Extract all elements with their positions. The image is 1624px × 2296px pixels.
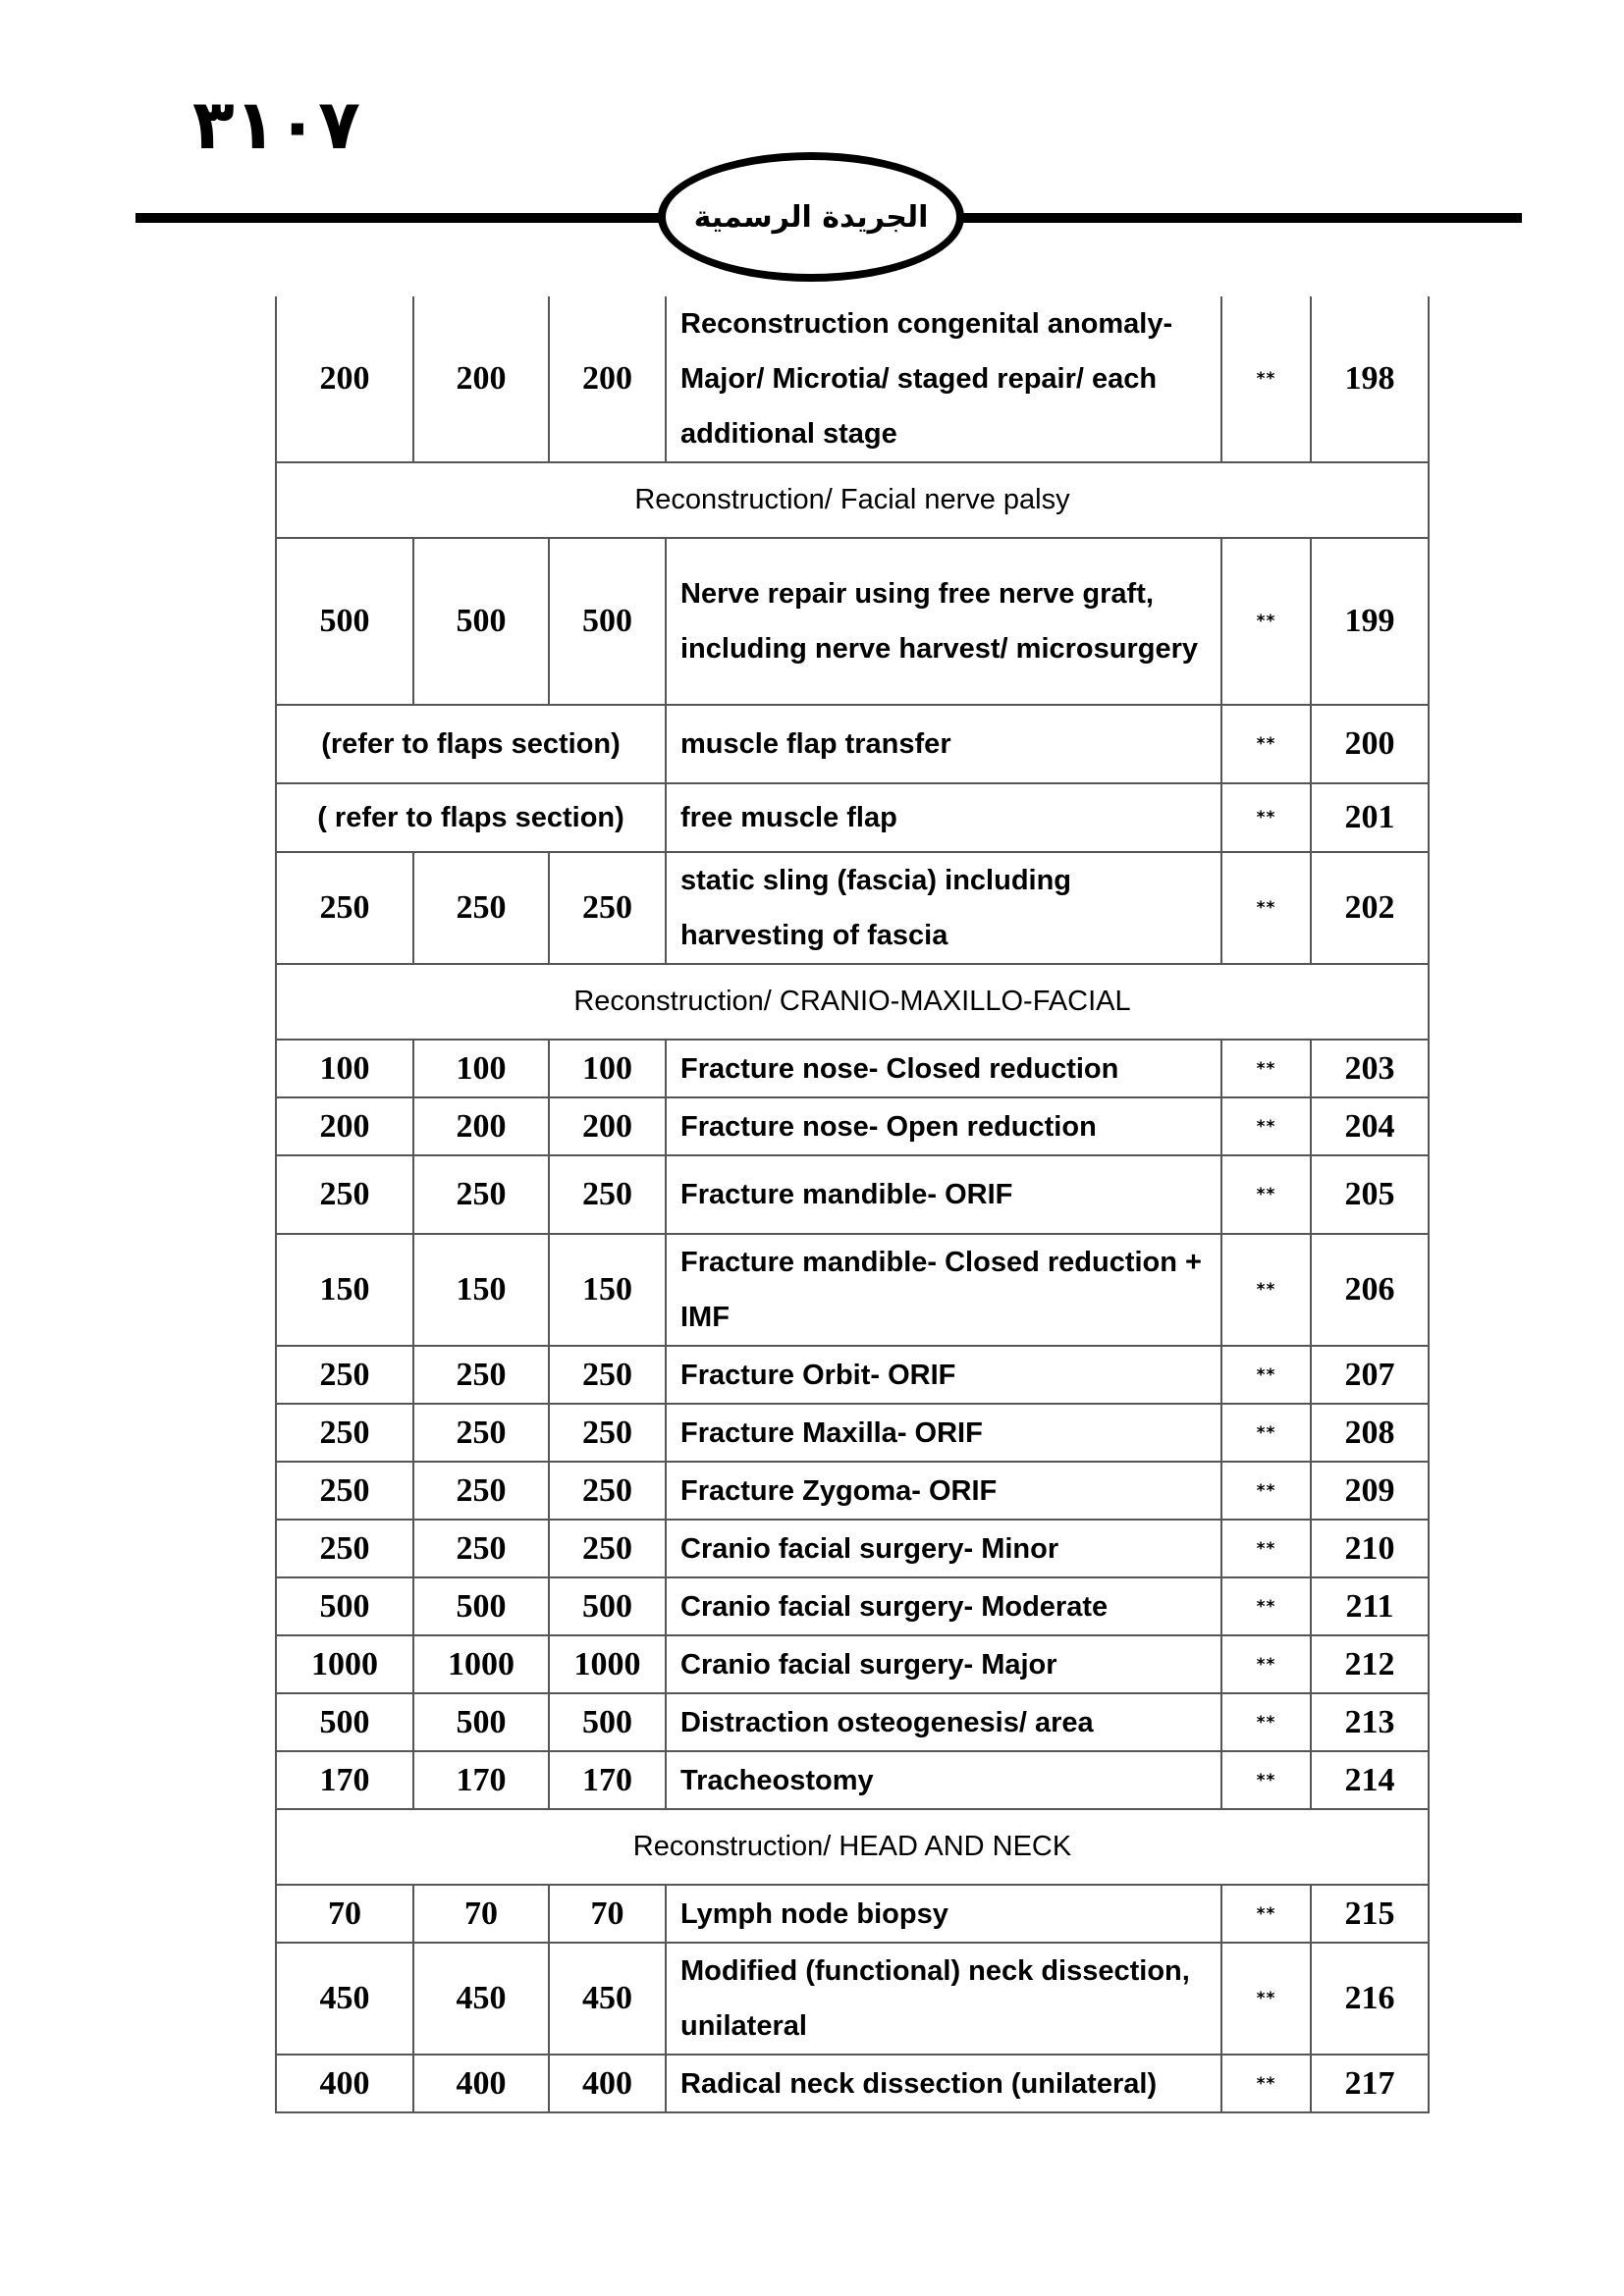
fee-cell-3: 250 xyxy=(549,1155,666,1234)
fee-cell-1: 250 xyxy=(276,1462,413,1520)
asterisk-mark: ** xyxy=(1221,1693,1311,1751)
item-number: 208 xyxy=(1311,1404,1429,1462)
fee-cell-1: 250 xyxy=(276,1155,413,1234)
asterisk-mark: ** xyxy=(1221,1462,1311,1520)
fee-cell-3: 150 xyxy=(549,1234,666,1346)
fee-cell-2: 100 xyxy=(413,1040,549,1097)
item-number: 217 xyxy=(1311,2055,1429,2112)
fee-cell-3: 250 xyxy=(549,1520,666,1577)
item-number: 212 xyxy=(1311,1635,1429,1693)
table-row xyxy=(276,1577,1429,1635)
item-number: 200 xyxy=(1311,705,1429,783)
fee-cell-2: 500 xyxy=(413,1577,549,1635)
fee-cell-2: 200 xyxy=(413,1097,549,1155)
fee-cell-1: 250 xyxy=(276,1404,413,1462)
fee-cell-3: 500 xyxy=(549,538,666,705)
fee-cell-3: 200 xyxy=(549,296,666,462)
procedure-description: Tracheostomy xyxy=(666,1751,1221,1809)
procedure-description: Nerve repair using free nerve graft, including nerve harvest/ microsurgery xyxy=(666,538,1221,705)
page-number: ٣١٠٧ xyxy=(192,84,360,165)
fee-cell-1: 150 xyxy=(276,1234,413,1346)
fee-cell-2: 500 xyxy=(413,1693,549,1751)
fee-cell-3: 400 xyxy=(549,2055,666,2112)
procedure-description: Fracture nose- Closed reduction xyxy=(666,1040,1221,1097)
asterisk-mark: ** xyxy=(1221,1404,1311,1462)
item-number: 199 xyxy=(1311,538,1429,705)
asterisk-mark: ** xyxy=(1221,783,1311,852)
fee-cell-2: 400 xyxy=(413,2055,549,2112)
fee-cell-1: 250 xyxy=(276,1346,413,1404)
table-row xyxy=(276,1462,1429,1520)
section-header-row xyxy=(276,964,1429,1040)
item-number: 215 xyxy=(1311,1885,1429,1943)
section-header-row xyxy=(276,1809,1429,1885)
fee-cell-2: 250 xyxy=(413,852,549,964)
fee-cell-2: 200 xyxy=(413,296,549,462)
asterisk-mark: ** xyxy=(1221,1234,1311,1346)
item-number: 206 xyxy=(1311,1234,1429,1346)
procedure-description: free muscle flap xyxy=(666,783,1221,852)
fee-cell-1: 70 xyxy=(276,1885,413,1943)
table-row xyxy=(276,1040,1429,1097)
table-row xyxy=(276,1635,1429,1693)
fee-cell-3: 70 xyxy=(549,1885,666,1943)
fee-cell-2: 450 xyxy=(413,1943,549,2055)
item-number: 216 xyxy=(1311,1943,1429,2055)
fee-cell-3: 250 xyxy=(549,852,666,964)
fee-cell-1: 200 xyxy=(276,1097,413,1155)
item-number: 210 xyxy=(1311,1520,1429,1577)
procedure-description: Fracture nose- Open reduction xyxy=(666,1097,1221,1155)
fee-cell-2: 500 xyxy=(413,538,549,705)
procedure-description: Modified (functional) neck dissection, unilateral xyxy=(666,1943,1221,2055)
fee-cell-1: 170 xyxy=(276,1751,413,1809)
table-row xyxy=(276,783,1429,852)
asterisk-mark: ** xyxy=(1221,1155,1311,1234)
procedure-description: Fracture mandible- Closed reduction + IMF xyxy=(666,1234,1221,1346)
fee-cell-1: 500 xyxy=(276,1693,413,1751)
asterisk-mark: ** xyxy=(1221,1635,1311,1693)
fee-cell-2: 250 xyxy=(413,1346,549,1404)
section-title: Reconstruction/ Facial nerve palsy xyxy=(276,462,1429,538)
table-row xyxy=(276,1520,1429,1577)
asterisk-mark: ** xyxy=(1221,1040,1311,1097)
item-number: 204 xyxy=(1311,1097,1429,1155)
item-number: 201 xyxy=(1311,783,1429,852)
asterisk-mark: ** xyxy=(1221,1751,1311,1809)
item-number: 213 xyxy=(1311,1693,1429,1751)
section-title: Reconstruction/ CRANIO-MAXILLO-FACIAL xyxy=(276,964,1429,1040)
fee-cell-3: 170 xyxy=(549,1751,666,1809)
fee-cell-1: 200 xyxy=(276,296,413,462)
asterisk-mark: ** xyxy=(1221,1577,1311,1635)
item-number: 205 xyxy=(1311,1155,1429,1234)
asterisk-mark: ** xyxy=(1221,1520,1311,1577)
fee-cell-3: 250 xyxy=(549,1346,666,1404)
asterisk-mark: ** xyxy=(1221,705,1311,783)
table-row xyxy=(276,1155,1429,1234)
fee-cell-1: 450 xyxy=(276,1943,413,2055)
fee-cell-3: 250 xyxy=(549,1462,666,1520)
procedure-description: static sling (fascia) including harvesting of fascia xyxy=(666,852,1221,964)
fee-cell-1: 250 xyxy=(276,852,413,964)
asterisk-mark: ** xyxy=(1221,1885,1311,1943)
fee-cell-3: 200 xyxy=(549,1097,666,1155)
asterisk-mark: ** xyxy=(1221,1346,1311,1404)
table-row xyxy=(276,538,1429,705)
item-number: 211 xyxy=(1311,1577,1429,1635)
fee-cell-2: 250 xyxy=(413,1404,549,1462)
table-row xyxy=(276,1885,1429,1943)
item-number: 209 xyxy=(1311,1462,1429,1520)
fee-cell-2: 250 xyxy=(413,1462,549,1520)
procedure-description: Cranio facial surgery- Minor xyxy=(666,1520,1221,1577)
table-row xyxy=(276,296,1429,462)
table-row xyxy=(276,1943,1429,2055)
fee-cell-3: 1000 xyxy=(549,1635,666,1693)
gazette-title: الجريدة الرسمية xyxy=(693,199,929,235)
item-number: 203 xyxy=(1311,1040,1429,1097)
table-row xyxy=(276,1404,1429,1462)
table-row xyxy=(276,1693,1429,1751)
procedure-description: Cranio facial surgery- Major xyxy=(666,1635,1221,1693)
table-row xyxy=(276,852,1429,964)
item-number: 207 xyxy=(1311,1346,1429,1404)
asterisk-mark: ** xyxy=(1221,2055,1311,2112)
table-row xyxy=(276,705,1429,783)
section-title: Reconstruction/ HEAD AND NECK xyxy=(276,1809,1429,1885)
table-row xyxy=(276,1751,1429,1809)
table-row xyxy=(276,1097,1429,1155)
procedure-description: muscle flap transfer xyxy=(666,705,1221,783)
fee-cell-2: 250 xyxy=(413,1520,549,1577)
procedure-description: Fracture mandible- ORIF xyxy=(666,1155,1221,1234)
item-number: 214 xyxy=(1311,1751,1429,1809)
fee-cell-1: 1000 xyxy=(276,1635,413,1693)
fee-cell-1: 100 xyxy=(276,1040,413,1097)
asterisk-mark: ** xyxy=(1221,538,1311,705)
procedure-description: Fracture Maxilla- ORIF xyxy=(666,1404,1221,1462)
table-row xyxy=(276,1346,1429,1404)
gazette-title-oval xyxy=(658,152,964,282)
fee-cell-3: 500 xyxy=(549,1577,666,1635)
fee-cell-2: 1000 xyxy=(413,1635,549,1693)
fee-cell-1: 400 xyxy=(276,2055,413,2112)
table-row xyxy=(276,1234,1429,1346)
fee-cell-3: 100 xyxy=(549,1040,666,1097)
procedure-description: Fracture Zygoma- ORIF xyxy=(666,1462,1221,1520)
fee-cell-2: 250 xyxy=(413,1155,549,1234)
asterisk-mark: ** xyxy=(1221,1943,1311,2055)
procedure-description: Fracture Orbit- ORIF xyxy=(666,1346,1221,1404)
fee-cell-2: 150 xyxy=(413,1234,549,1346)
asterisk-mark: ** xyxy=(1221,852,1311,964)
refer-note: ( refer to flaps section) xyxy=(276,783,666,852)
procedure-description: Radical neck dissection (unilateral) xyxy=(666,2055,1221,2112)
fee-cell-3: 500 xyxy=(549,1693,666,1751)
refer-note: (refer to flaps section) xyxy=(276,705,666,783)
procedure-description: Cranio facial surgery- Moderate xyxy=(666,1577,1221,1635)
fee-cell-1: 500 xyxy=(276,538,413,705)
procedure-description: Distraction osteogenesis/ area xyxy=(666,1693,1221,1751)
item-number: 198 xyxy=(1311,296,1429,462)
item-number: 202 xyxy=(1311,852,1429,964)
fee-cell-3: 450 xyxy=(549,1943,666,2055)
fee-cell-1: 500 xyxy=(276,1577,413,1635)
table-row xyxy=(276,2055,1429,2112)
fee-cell-1: 250 xyxy=(276,1520,413,1577)
fee-cell-2: 70 xyxy=(413,1885,549,1943)
asterisk-mark: ** xyxy=(1221,1097,1311,1155)
procedure-description: Reconstruction congenital anomaly- Major/ Microtia/ staged repair/ each additional stage xyxy=(666,296,1221,462)
procedure-description: Lymph node biopsy xyxy=(666,1885,1221,1943)
section-header-row xyxy=(276,462,1429,538)
fee-cell-2: 170 xyxy=(413,1751,549,1809)
fee-table xyxy=(275,296,1430,2113)
fee-table-body xyxy=(276,296,1429,2112)
fee-cell-3: 250 xyxy=(549,1404,666,1462)
asterisk-mark: ** xyxy=(1221,296,1311,462)
